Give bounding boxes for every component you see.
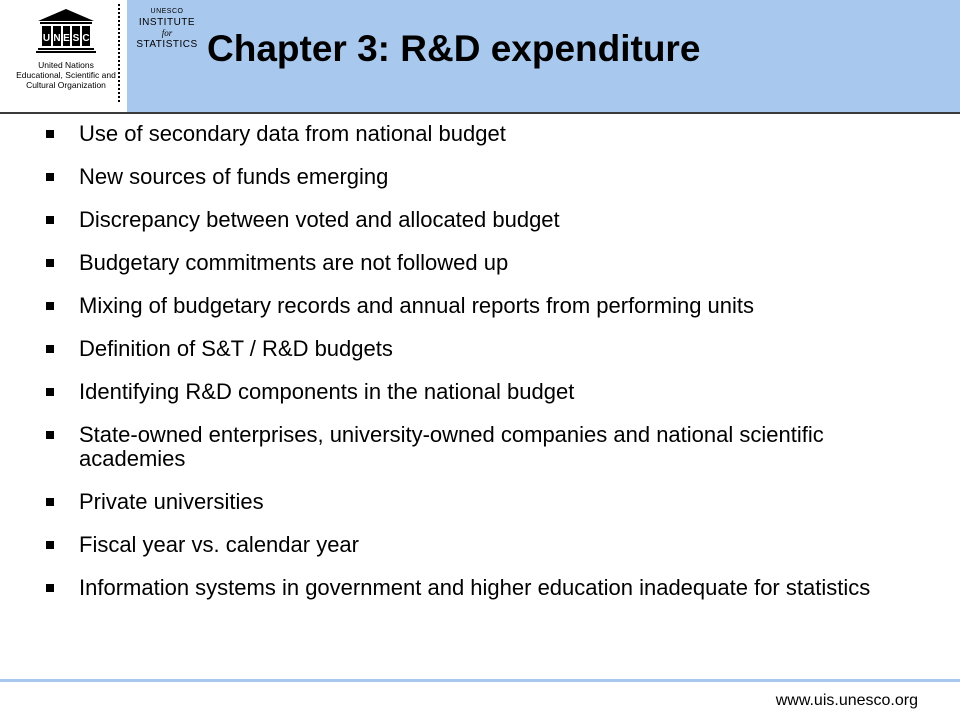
org-name xyxy=(10,60,122,90)
uis-logo-line: for xyxy=(161,28,173,38)
square-bullet-icon xyxy=(46,130,54,138)
bullet-text: Use of secondary data from national budget xyxy=(79,121,506,146)
square-bullet-icon xyxy=(46,345,54,353)
unesco-letter: E xyxy=(63,33,70,44)
square-bullet-icon xyxy=(46,498,54,506)
bullet-text: State-owned enterprises, university-owned companies and national scientific academies xyxy=(79,422,824,471)
bullet-text: Mixing of budgetary records and annual reports from performing units xyxy=(79,293,755,318)
unesco-logo xyxy=(0,0,127,112)
bullet-item xyxy=(44,122,924,146)
bullet-item xyxy=(44,380,924,404)
unesco-letter: S xyxy=(72,33,80,44)
bullet-text: Fiscal year vs. calendar year xyxy=(79,532,359,557)
unesco-temple-icon xyxy=(36,8,96,54)
footer-url[interactable]: www.uis.unesco.org xyxy=(775,692,918,709)
bullet-text: Private universities xyxy=(79,489,264,514)
org-name-line: Cultural Organization xyxy=(26,80,106,90)
square-bullet-icon xyxy=(46,541,54,549)
square-bullet-icon xyxy=(46,302,54,310)
bullet-item xyxy=(44,165,924,189)
bullet-item xyxy=(44,251,924,275)
bullet-item xyxy=(44,423,924,471)
bullet-list xyxy=(44,122,924,619)
bullet-text: Discrepancy between voted and allocated budget xyxy=(79,207,560,232)
square-bullet-icon xyxy=(46,173,54,181)
square-bullet-icon xyxy=(46,259,54,267)
slide-title: Chapter 3: R&D expenditure xyxy=(207,28,701,69)
unesco-letter: U xyxy=(42,33,51,44)
bullet-item xyxy=(44,533,924,557)
bullet-item xyxy=(44,208,924,232)
footer-divider xyxy=(0,679,960,682)
bullet-text: Identifying R&D components in the national budget xyxy=(79,379,575,404)
uis-logo-line: STATISTICS xyxy=(136,39,198,50)
logo-divider xyxy=(118,4,120,102)
square-bullet-icon xyxy=(46,584,54,592)
unesco-letter: N xyxy=(53,33,61,44)
bullet-text: Information systems in government and higher education inadequate for statistics xyxy=(79,575,871,600)
square-bullet-icon xyxy=(46,216,54,224)
bullet-text: Definition of S&T / R&D budgets xyxy=(79,336,393,361)
bullet-item xyxy=(44,337,924,361)
bullet-item xyxy=(44,490,924,514)
unesco-letter: C xyxy=(82,33,90,44)
bullet-text: New sources of funds emerging xyxy=(79,164,389,189)
square-bullet-icon xyxy=(46,431,54,439)
square-bullet-icon xyxy=(46,388,54,396)
uis-logo-line: INSTITUTE xyxy=(138,17,196,28)
bullet-text: Budgetary commitments are not followed up xyxy=(79,250,509,275)
org-name-line: United Nations xyxy=(38,60,94,70)
bullet-item xyxy=(44,576,924,600)
uis-logo-line: UNESCO xyxy=(150,8,184,15)
org-name-line: Educational, Scientific and xyxy=(16,70,116,80)
uis-logo xyxy=(132,6,202,50)
slide-header xyxy=(0,0,960,114)
bullet-item xyxy=(44,294,924,318)
